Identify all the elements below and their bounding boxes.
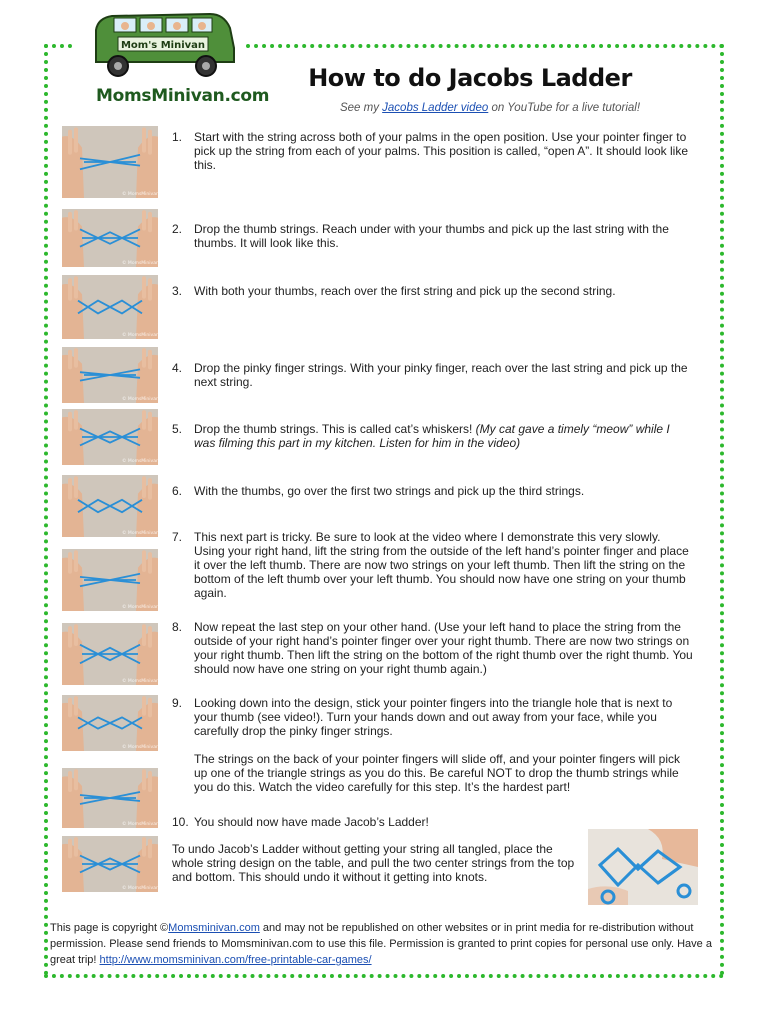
photo-watermark: © MomsMinivan.com xyxy=(122,333,170,338)
step-text: With the thumbs, go over the first two strings and pick up the third strings. xyxy=(194,484,585,498)
van-sign-text: Mom's Minivan xyxy=(120,40,206,51)
step-number: 2. xyxy=(172,222,183,236)
step-photo-7 xyxy=(62,549,170,611)
subtitle xyxy=(300,102,680,114)
finished-ladder-photo xyxy=(588,829,698,905)
minivan-logo xyxy=(88,8,238,80)
step-photo-4 xyxy=(62,347,170,403)
step-number: 3. xyxy=(172,284,183,298)
footer-copyright: This page is copyright © xyxy=(50,922,169,934)
photo-watermark: © MomsMinivan.com xyxy=(122,679,170,684)
step-10 xyxy=(172,815,694,829)
step-number: 4. xyxy=(172,361,183,375)
step-photo-2 xyxy=(62,209,170,267)
step-text: You should now have made Jacob’s Ladder! xyxy=(194,815,429,829)
car-games-link[interactable]: http://www.momsminivan.com/free-printable-car-games/ xyxy=(99,954,372,966)
step-2 xyxy=(172,222,694,250)
page-border-top-right xyxy=(246,44,724,48)
step-7 xyxy=(172,530,694,600)
footer-text: and may not be republished on other websites or in print media for re-distribution without permission. Please send friends to Momsminivan.com to use this file. Permission is granted to print copies for personal use only. Have a great trip! xyxy=(50,922,712,966)
step-4 xyxy=(172,361,694,389)
page-border-right xyxy=(720,44,724,976)
photo-watermark: © MomsMinivan.com xyxy=(122,886,170,891)
step-number: 6. xyxy=(172,484,183,498)
photo-watermark: © MomsMinivan.com xyxy=(122,745,170,750)
step-photo-1 xyxy=(62,126,170,198)
step-1 xyxy=(172,130,694,172)
photo-watermark: © MomsMinivan.com xyxy=(122,397,170,402)
step-3 xyxy=(172,284,694,298)
video-link[interactable]: Jacobs Ladder video xyxy=(382,102,489,114)
step-number: 7. xyxy=(172,530,183,544)
momsminivan-link[interactable]: Momsminivan.com xyxy=(168,922,260,934)
step-photo-6 xyxy=(62,475,170,537)
step-number: 8. xyxy=(172,620,183,634)
step-text: Now repeat the last step on your other hand. (Use your left hand to place the string from the outside of your right hand’s pointer finger over your right thumb. There are now two strings on your right thumb. Then lift the string on the bottom of the right thumb over the right thumb. You should now have one string on your right thumb again.) xyxy=(194,620,693,676)
step-photo-9 xyxy=(62,695,170,751)
step-photo-8 xyxy=(62,623,170,685)
step-text-main: Drop the thumb strings. This is called cat’s whiskers! xyxy=(194,422,476,436)
step-photo-3 xyxy=(62,275,170,339)
page-border-bottom xyxy=(44,974,724,978)
page-title: How to do Jacobs Ladder xyxy=(308,64,632,92)
step-text: With both your thumbs, reach over the first string and pick up the second string. xyxy=(194,284,616,298)
step-photo-5 xyxy=(62,409,170,465)
step-text: Drop the thumb strings. Reach under with your thumbs and pick up the last string with the thumbs. It will look like this. xyxy=(194,222,669,250)
step-text xyxy=(194,422,694,450)
photo-watermark: © MomsMinivan.com xyxy=(122,531,170,536)
photo-watermark: © MomsMinivan.com xyxy=(122,192,170,197)
step-8 xyxy=(172,620,694,676)
step-text-continued: The strings on the back of your pointer fingers will slide off, and your pointer fingers will pick up one of the triangle strings as you do this. Be careful NOT to drop the thumb strings while you do this. Watch the video carefully for this step. It’s the hardest part! xyxy=(194,752,681,794)
page-border-top-left xyxy=(44,44,72,48)
photo-watermark: © MomsMinivan.com xyxy=(122,261,170,266)
step-number: 5. xyxy=(172,422,183,436)
step-photo-10 xyxy=(62,768,170,828)
undo-instructions: To undo Jacob’s Ladder without getting your string all tangled, place the whole string design on the table, and pull the two center strings from the top and bottom. This should undo it without it getting into knots. xyxy=(172,842,575,884)
step-5 xyxy=(172,422,694,450)
step-number: 1. xyxy=(172,130,183,144)
photo-watermark: © MomsMinivan.com xyxy=(122,822,170,827)
step-9 xyxy=(172,696,694,794)
step-text: Looking down into the design, stick your pointer fingers into the triangle hole that is next to your thumb (see video!). Turn your hands down and out away from your face, while you carefully drop the pinky finger strings. xyxy=(194,696,673,738)
step-number: 10. xyxy=(172,815,189,829)
step-text: Start with the string across both of your palms in the open position. Use your pointer finger to pick up the string from each of your palms. This position is called, “open A”. It should look like this. xyxy=(194,130,689,172)
site-logo-text: MomsMinivan.com xyxy=(96,86,270,106)
step-number: 9. xyxy=(172,696,183,710)
step-text: Drop the pinky finger strings. With your pinky finger, reach over the last string and pick up the next string. xyxy=(194,361,688,389)
step-text-italic: (My cat gave a timely “meow” while I was filming this part in my kitchen. Listen for him in the video) xyxy=(194,422,670,450)
step-text: This next part is tricky. Be sure to look at the video where I demonstrate this very slowly. Using your right hand, lift the string from the outside of the left hand’s pointer finger and place it over the left thumb. There are now two strings on your left thumb. Then lift the string on the bottom of the left thumb over your left thumb. You should now have one string on your thumb again. xyxy=(194,530,689,600)
subtitle-post: on YouTube for a live tutorial! xyxy=(488,102,641,114)
step-photo-11 xyxy=(62,836,170,892)
step-6 xyxy=(172,484,694,498)
photo-watermark: © MomsMinivan.com xyxy=(122,459,170,464)
photo-watermark: © MomsMinivan.com xyxy=(122,605,170,610)
page-border-left xyxy=(44,44,48,976)
footer xyxy=(50,920,718,968)
subtitle-pre: See my xyxy=(339,102,383,114)
